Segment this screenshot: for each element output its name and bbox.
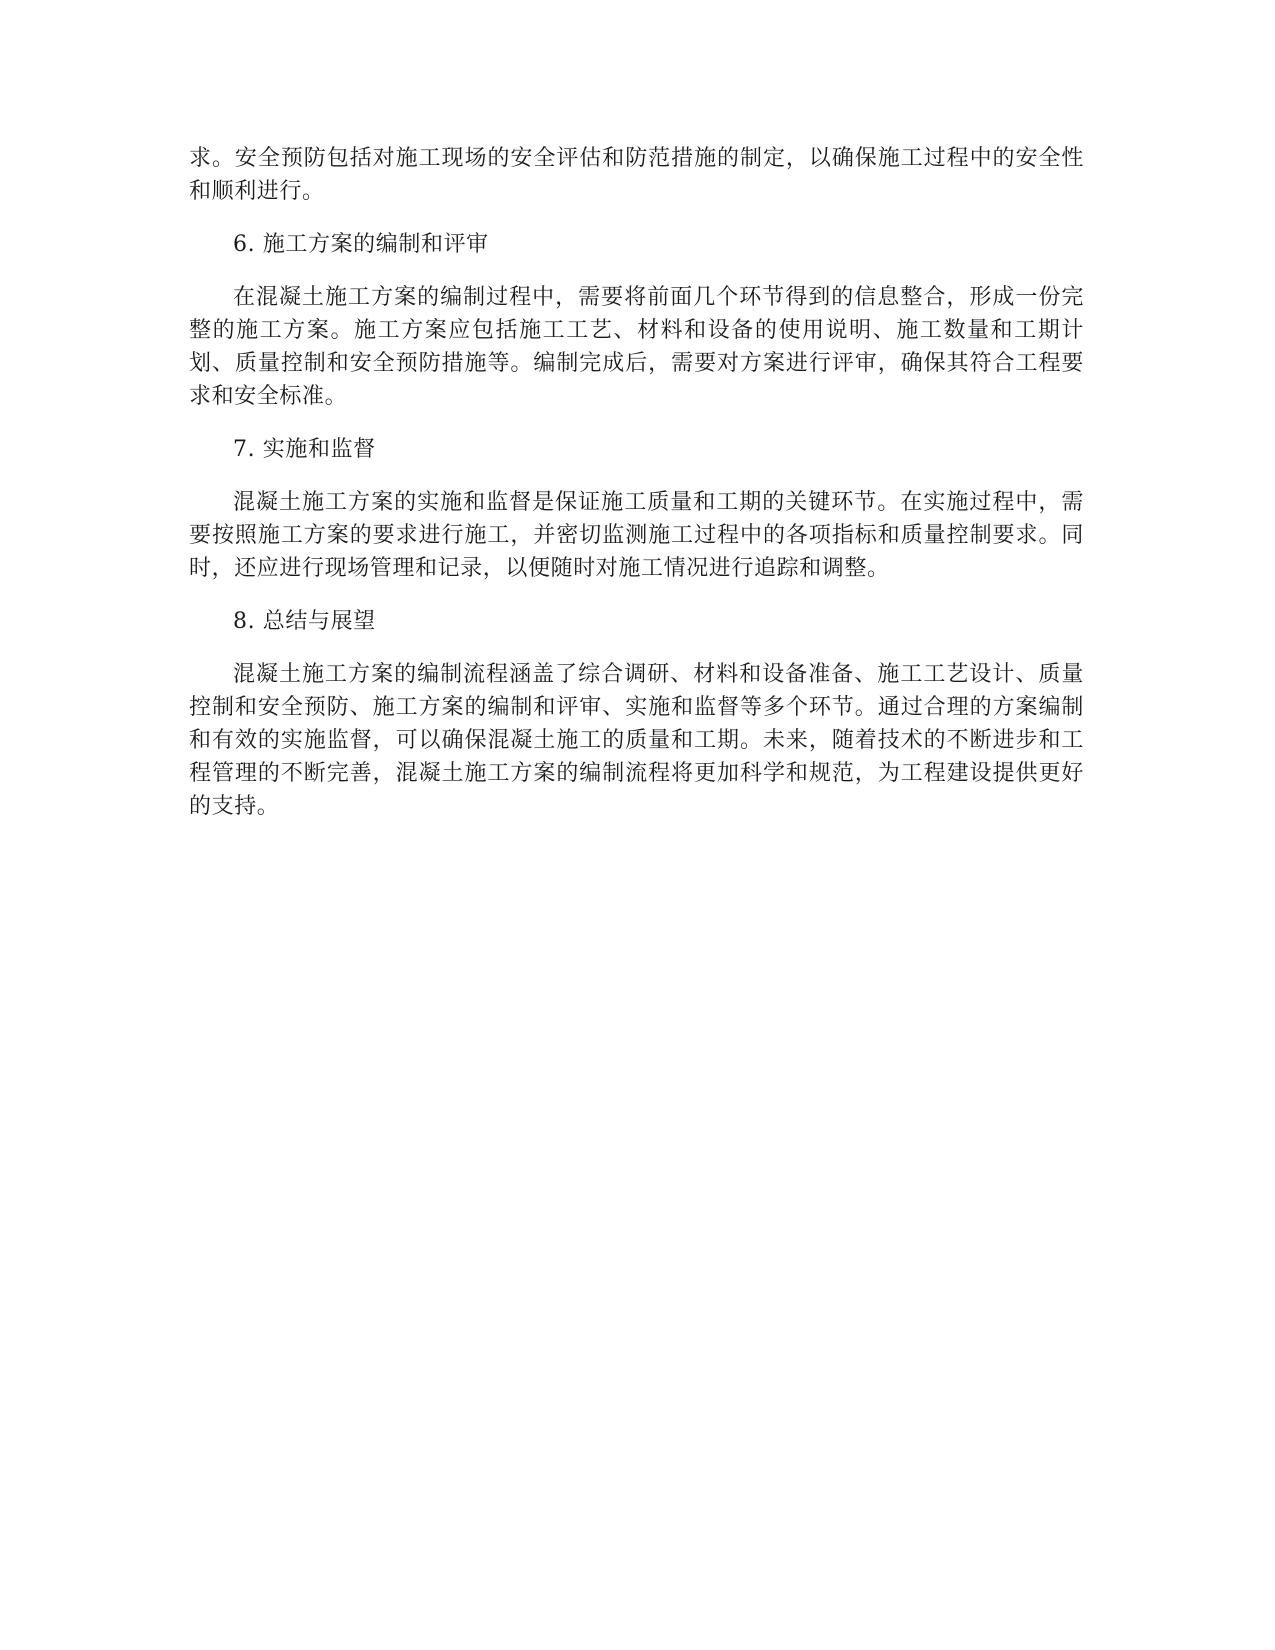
paragraph-section-7: 混凝土施工方案的实施和监督是保证施工质量和工期的关键环节。在实施过程中，需要按照施工方案的要求进行施工，并密切监测施工过程中的各项指标和质量控制要求。同时，还应进行现场管理和记录，以便随时对施工情况进行追踪和调整。 [189,490,1084,581]
paragraph-section-8: 混凝土施工方案的编制流程涵盖了综合调研、材料和设备准备、施工工艺设计、质量控制和安全预防、施工方案的编制和评审、实施和监督等多个环节。通过合理的方案编制和有效的实施监督，可以确保混凝土施工的质量和工期。未来，随着技术的不断进步和工程管理的不断完善，混凝土施工方案的编制流程将更加科学和规范，为工程建设提供更好的支持。 [189,662,1084,819]
section-heading-7: 7. 实施和监督 [233,437,376,462]
paragraph-safety-continued: 求。安全预防包括对施工现场的安全评估和防范措施的制定，以确保施工过程中的安全性和顺利进行。 [189,146,1084,204]
document-body [189,142,1084,843]
paragraph-section-6: 在混凝土施工方案的编制过程中，需要将前面几个环节得到的信息整合，形成一份完整的施工方案。施工方案应包括施工工艺、材料和设备的使用说明、施工数量和工期计划、质量控制和安全预防措施等。编制完成后，需要对方案进行评审，确保其符合工程要求和安全标准。 [189,285,1084,409]
section-heading-6: 6. 施工方案的编制和评审 [233,232,489,257]
section-heading-8: 8. 总结与展望 [233,609,376,634]
